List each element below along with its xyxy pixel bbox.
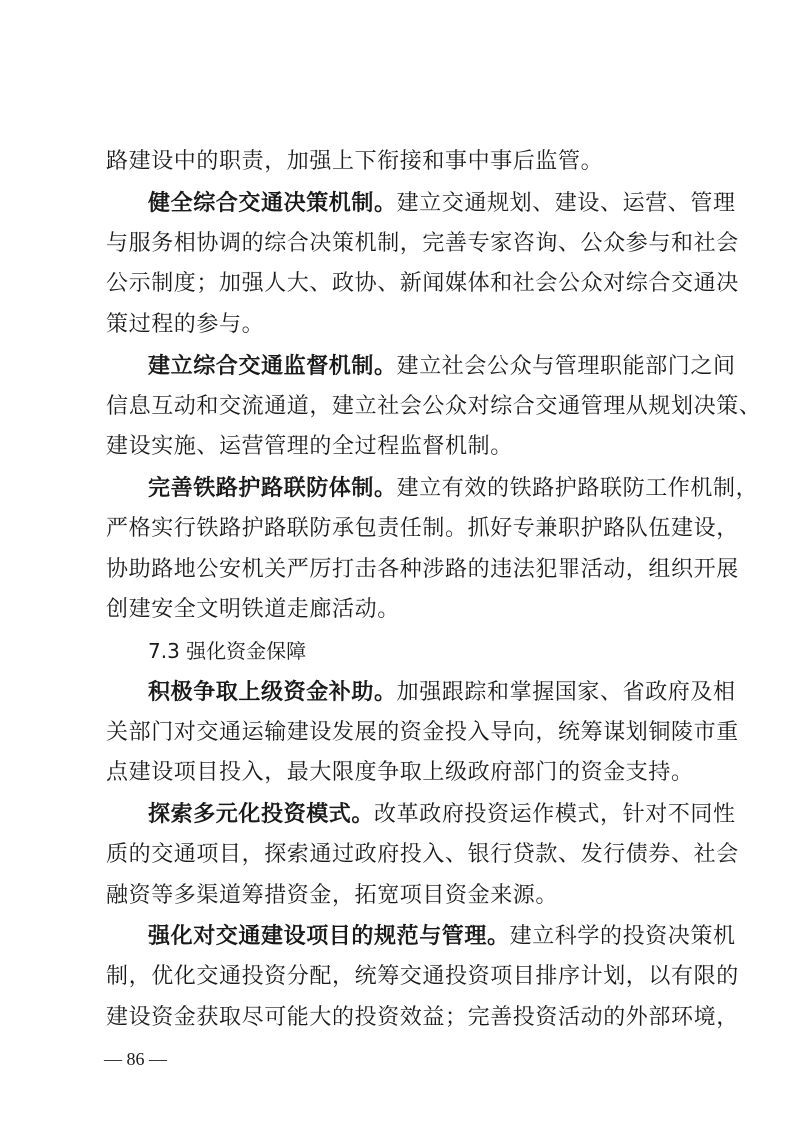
body-line: 建设实施、运营管理的全过程监督机制。 <box>106 434 513 459</box>
paragraph-first-line <box>148 677 736 708</box>
body-line: 严格实行铁路护路联防承包责任制。抓好专兼职护路队伍建设， <box>106 516 739 541</box>
body-line: 建设资金获取尽可能大的投资效益；完善投资活动的外部环境， <box>106 1005 739 1030</box>
paragraph-text: 建立有效的铁路护路联防工作机制， <box>396 476 759 501</box>
body-line: 信息互动和交流通道，建立社会公众对综合交通管理从规划决策、 <box>106 394 762 419</box>
body-line: 关部门对交通运输建设发展的资金投入导向，统筹谋划铜陵市重 <box>106 720 739 745</box>
paragraph-heading: 强化对交通建设项目的规范与管理。 <box>148 923 510 949</box>
paragraph-heading: 健全综合交通决策机制。 <box>148 190 397 216</box>
body-line: 与服务相协调的综合决策机制，完善专家咨询、公众参与和社会 <box>106 231 739 256</box>
paragraph-text: 建立交通规划、建设、运营、管理 <box>396 191 736 216</box>
body-line: 制，优化交通投资分配，统筹交通投资项目排序计划，以有限的 <box>106 964 739 989</box>
body-line: 创建安全文明铁道走廊活动。 <box>106 597 400 622</box>
body-line: 公示制度；加强人大、政协、新闻媒体和社会公众对综合交通决 <box>106 271 739 296</box>
paragraph-first-line <box>148 188 736 219</box>
body-line: 路建设中的职责，加强上下衔接和事中事后监管。 <box>106 149 604 174</box>
paragraph-text: 建立社会公众与管理职能部门之间 <box>396 354 736 379</box>
paragraph-first-line <box>148 921 736 952</box>
paragraph-heading: 建立综合交通监督机制。 <box>148 353 397 379</box>
paragraph-heading: 探索多元化投资模式。 <box>148 801 375 827</box>
body-line: 协助路地公安机关严厉打击各种涉路的违法犯罪活动，组织开展 <box>106 557 739 582</box>
body-line: 点建设项目投入，最大限度争取上级政府部门的资金支持。 <box>106 760 694 785</box>
paragraph-first-line <box>148 473 759 504</box>
paragraph-first-line <box>148 351 736 382</box>
body-line: 融资等多渠道筹措资金，拓宽项目资金来源。 <box>106 883 559 908</box>
paragraph-text: 建立科学的投资决策机 <box>509 924 736 949</box>
body-line: 策过程的参与。 <box>106 312 265 337</box>
paragraph-heading: 积极争取上级资金补助。 <box>148 679 397 705</box>
page-number: — 86 — <box>104 1049 167 1069</box>
paragraph-heading: 完善铁路护路联防体制。 <box>148 475 397 501</box>
paragraph-text: 改革政府投资运作模式，针对不同性 <box>374 802 736 827</box>
body-line: 质的交通项目，探索通过政府投入、银行贷款、发行债券、社会 <box>106 842 739 867</box>
paragraph-text: 加强跟踪和掌握国家、省政府及相 <box>396 680 736 705</box>
paragraph-first-line <box>148 799 736 830</box>
section-heading: 7.3 强化资金保障 <box>148 639 307 663</box>
